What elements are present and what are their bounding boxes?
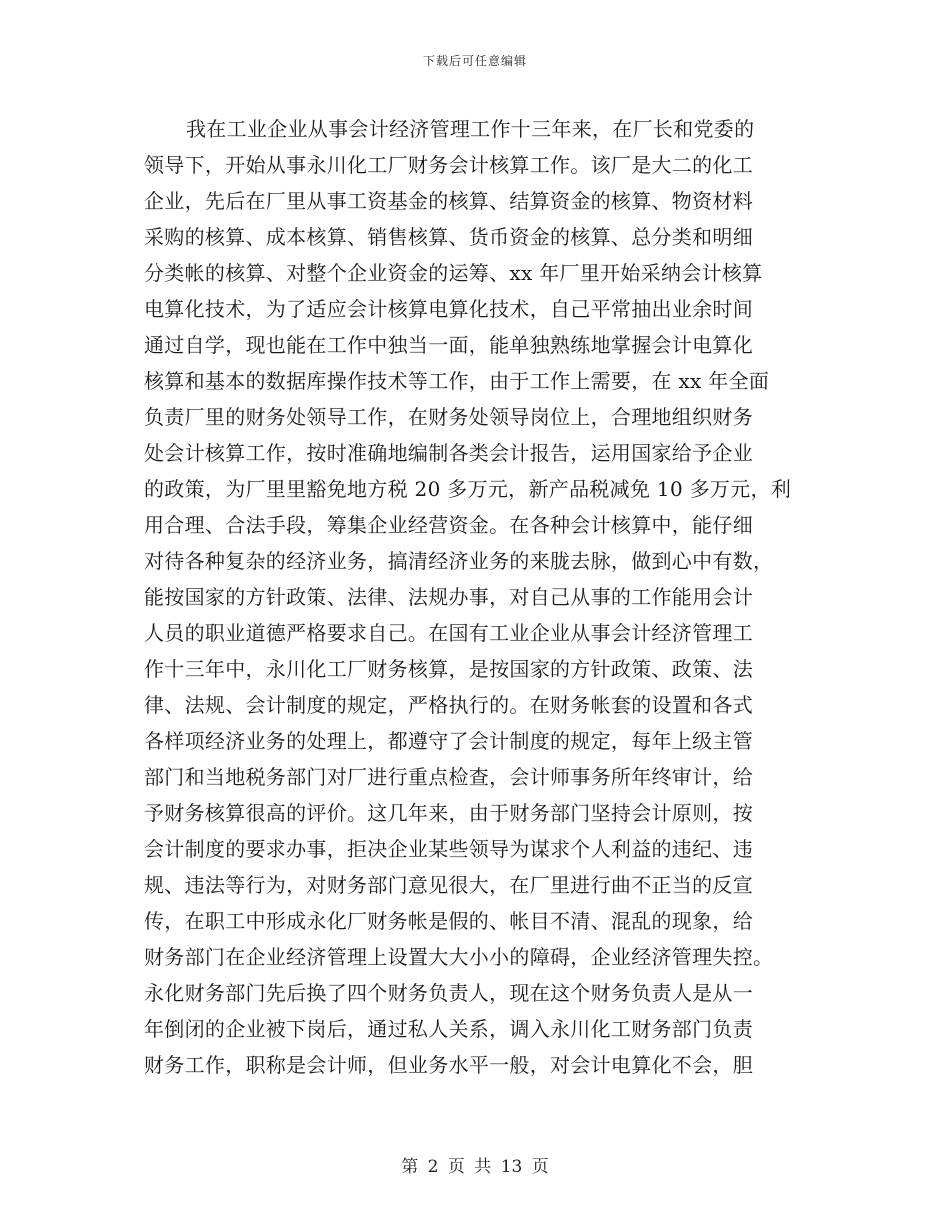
page-number-footer: 第 2 页 共 13 页 [401, 1157, 549, 1177]
body-text [144, 111, 816, 1083]
text-line: 通过自学，现也能在工作中独当一面，能单独熟练地掌握会计电算化 [144, 333, 753, 357]
text-line: 人员的职业道德严格要求自己。在国有工业企业从事会计经济管理工 [144, 621, 753, 645]
text-line: 各样项经济业务的处理上，都遵守了会计制度的规定，每年上级主管 [144, 729, 753, 753]
text-line: 规、违法等行为，对财务部门意见很大，在厂里进行曲不正当的反宣 [144, 873, 753, 897]
text-line: 部门和当地税务部门对厂进行重点检查，会计师事务所年终审计，给 [144, 765, 753, 789]
page-header: 下载后可任意编辑 [422, 54, 527, 68]
text-line: 传，在职工中形成永化厂财务帐是假的、帐目不清、混乱的现象，给 [144, 909, 753, 933]
text-line: 会计制度的要求办事，拒决企业某些领导为谋求个人利益的违纪、违 [144, 837, 753, 861]
text-line: 负责厂里的财务处领导工作，在财务处领导岗位上，合理地组织财务 [144, 405, 753, 429]
text-line: 我在工业企业从事会计经济管理工作十三年来，在厂长和党委的 [186, 117, 755, 141]
text-line: 的政策，为厂里里豁免地方税 20 多万元，新产品税减免 10 多万元，利 [144, 477, 792, 501]
text-line: 年倒闭的企业被下岗后，通过私人关系，调入永川化工财务部门负责 [144, 1017, 753, 1041]
text-line: 律、法规、会计制度的规定，严格执行的。在财务帐套的设置和各式 [144, 693, 753, 717]
text-line: 能按国家的方针政策、法律、法规办事，对自己从事的工作能用会计 [144, 585, 753, 609]
text-line: 领导下，开始从事永川化工厂财务会计核算工作。该厂是大二的化工 [144, 153, 753, 177]
text-line: 予财务核算很高的评价。这几年来，由于财务部门坚持会计原则，按 [144, 801, 753, 825]
text-line: 财务工作，职称是会计师，但业务水平一般，对会计电算化不会，胆 [144, 1053, 753, 1077]
text-line: 作十三年中，永川化工厂财务核算，是按国家的方针政策、政策、法 [144, 657, 753, 681]
text-line: 企业，先后在厂里从事工资基金的核算、结算资金的核算、物资材料 [144, 189, 753, 213]
text-line: 采购的核算、成本核算、销售核算、货币资金的核算、总分类和明细 [144, 225, 753, 249]
text-line: 用合理、合法手段，筹集企业经营资金。在各种会计核算中，能仔细 [144, 513, 753, 537]
text-line: 对待各种复杂的经济业务，搞清经济业务的来胧去脉，做到心中有数， [144, 549, 774, 573]
text-line: 财务部门在企业经济管理上设置大大小小的障碍，企业经济管理失控。 [144, 945, 774, 969]
text-line: 永化财务部门先后换了四个财务负责人，现在这个财务负责人是从一 [144, 981, 753, 1005]
text-line: 分类帐的核算、对整个企业资金的运筹、xx 年厂里开始采纳会计核算 [144, 261, 763, 285]
text-line: 电算化技术，为了适应会计核算电算化技术，自己平常抽出业余时间 [144, 297, 753, 321]
text-line: 处会计核算工作，按时准确地编制各类会计报告，运用国家给予企业 [144, 441, 753, 465]
text-line: 核算和基本的数据库操作技术等工作，由于工作上需要，在 xx 年全面 [144, 369, 770, 393]
